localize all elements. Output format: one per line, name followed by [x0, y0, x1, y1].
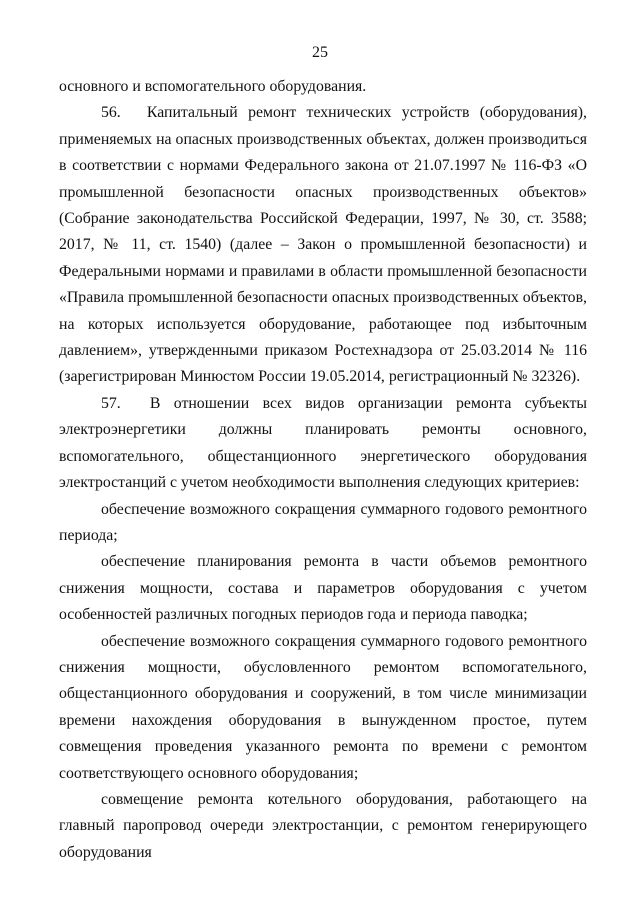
- paragraph-56: 56. Капитальный ремонт технических устройств (оборудования), применяемых на опасных производственных объектах, должен производиться в соответствии с нормами Федерального закона от 21.07.1997 № 116-ФЗ «О промышленной безопасности опасных производственных объектов» (Собрание законодательства Российской Федерации, 1997, № 30, ст. 3588; 2017, № 11, ст. 1540) (далее – Закон о промышленной безопасности) и Федеральными нормами и правилами в области промышленной безопасности «Правила промышленной безопасности опасных производственных объектов, на которых используется оборудование, работающее под избыточным давлением», утвержденными приказом Ростехнадзора от 25.03.2014 № 116 (зарегистрирован Минюстом России 19.05.2014, регистрационный № 32326).: [59, 104, 587, 386]
- paragraph-continuation: основного и вспомогательного оборудования.: [59, 78, 367, 95]
- document-body: [59, 74, 587, 866]
- criterion-item: обеспечение планирования ремонта в части объемов ремонтного снижения мощности, состава и параметров оборудования с учетом особенностей различных погодных периодов года и периода паводка;: [59, 553, 587, 624]
- criterion-item: совмещение ремонта котельного оборудования, работающего на главный паропровод очереди электростанции, с ремонтом генерирующего оборудования: [59, 790, 587, 861]
- criterion-item: обеспечение возможного сокращения суммарного годового ремонтного периода;: [59, 500, 587, 544]
- page-number: 25: [312, 44, 328, 61]
- paragraph-57: 57. В отношении всех видов организации ремонта субъекты электроэнергетики должны планировать ремонты основного, вспомогательного, общестанционного энергетического оборудования электростанций с учетом необходимости выполнения следующих критериев:: [59, 394, 587, 492]
- criterion-item: обеспечение возможного сокращения суммарного годового ремонтного снижения мощности, обусловленного ремонтом вспомогательного, общестанционного оборудования и сооружений, в том числе минимизации времени нахождения оборудования в вынужденном простое, путем совмещения проведения указанного ремонта по времени с ремонтом соответствующего основного оборудования;: [59, 632, 587, 782]
